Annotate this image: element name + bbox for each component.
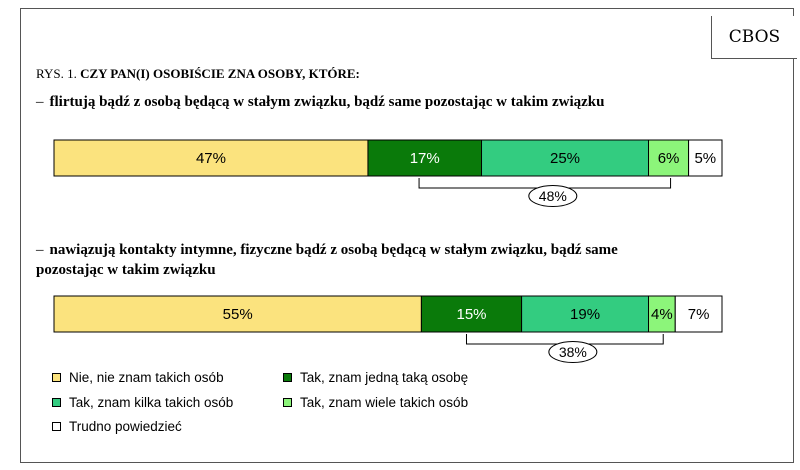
figure-number: RYS. 1. bbox=[36, 66, 77, 81]
legend-item bbox=[52, 395, 233, 410]
bar-value-label: 7% bbox=[687, 306, 710, 323]
legend-swatch bbox=[52, 422, 61, 431]
legend-item bbox=[283, 370, 468, 385]
dash-marker: – bbox=[36, 242, 44, 258]
legend-item bbox=[52, 370, 224, 385]
subquestion-2-line1: nawiązują kontakty intymne, fizyczne bądź z osobą będącą w stałym związku, bądź same bbox=[49, 242, 618, 258]
bar-value-label: 47% bbox=[195, 150, 226, 167]
legend-swatch bbox=[52, 373, 61, 382]
bar-value-label: 17% bbox=[409, 150, 440, 167]
legend-swatch bbox=[283, 398, 292, 407]
bar-value-label: 15% bbox=[456, 306, 487, 323]
figure-question: CZY PAN(I) OSOBIŚCIE ZNA OSOBY, KTÓRE: bbox=[80, 66, 360, 81]
legend-label: Nie, nie znam takich osób bbox=[69, 370, 224, 385]
legend-item bbox=[283, 395, 468, 410]
subquestion-2-line2: pozostając w takim związku bbox=[36, 262, 216, 278]
bar-value-label: 55% bbox=[222, 306, 253, 323]
bar-value-label: 4% bbox=[651, 306, 673, 323]
bar-value-label: 19% bbox=[570, 306, 601, 323]
bar-value-label: 5% bbox=[694, 150, 717, 167]
bar-value-label: 25% bbox=[550, 150, 581, 167]
dash-marker: – bbox=[36, 94, 44, 110]
legend-item bbox=[52, 419, 182, 434]
legend-swatch bbox=[283, 373, 292, 382]
bar-value-label: 6% bbox=[657, 150, 680, 167]
legend-label: Trudno powiedzieć bbox=[69, 419, 182, 434]
legend-label: Tak, znam jedną taką osobę bbox=[300, 370, 469, 385]
subquestion-1-text: flirtują bądź z osobą będącą w stałym związku, bądź same pozostając w takim związku bbox=[49, 94, 605, 110]
bracket-total-label: 38% bbox=[558, 344, 587, 360]
legend-label: Tak, znam kilka takich osób bbox=[69, 395, 234, 410]
legend-swatch bbox=[52, 398, 61, 407]
bracket-total-label: 48% bbox=[538, 188, 567, 204]
legend-label: Tak, znam wiele takich osób bbox=[300, 395, 469, 410]
source-label: CBOS bbox=[711, 16, 797, 59]
